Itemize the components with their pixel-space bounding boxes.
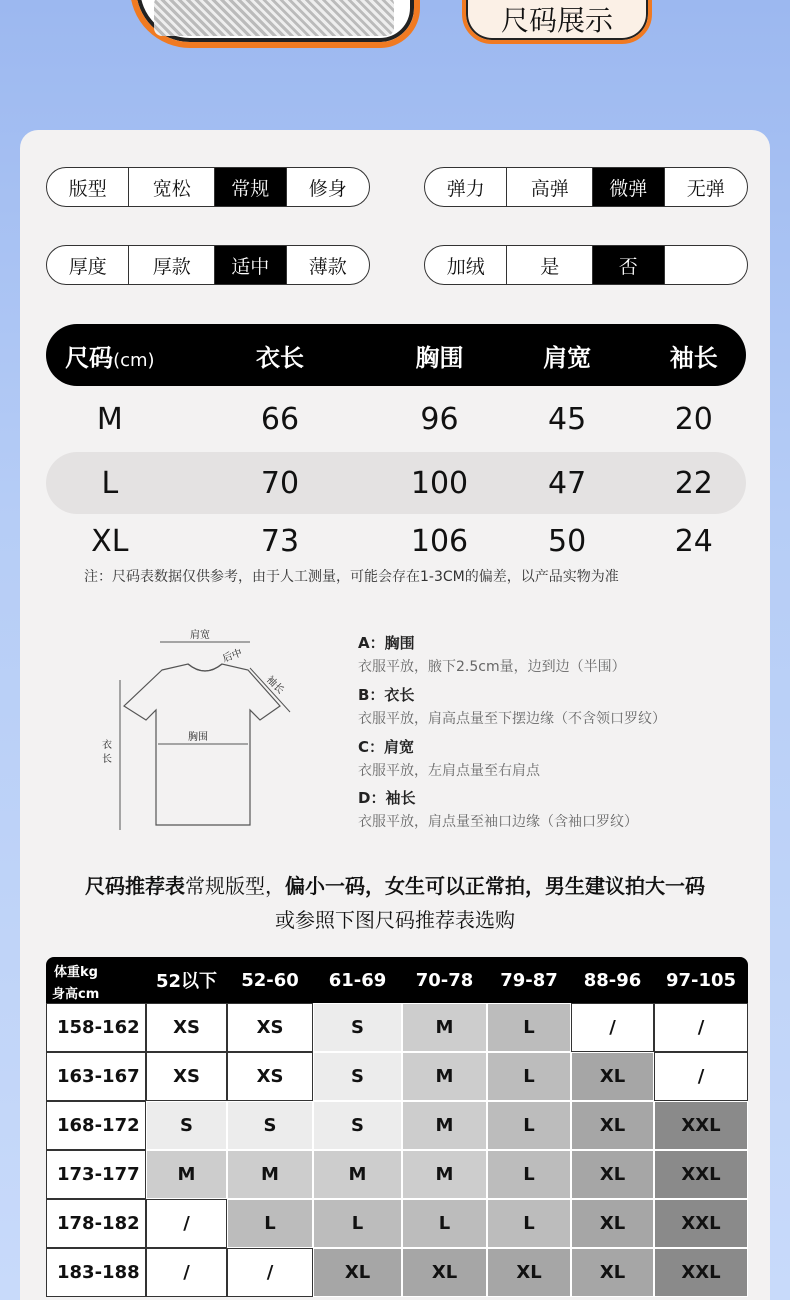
size-row — [46, 452, 746, 514]
chest-cell: 100 — [410, 465, 469, 501]
col-size — [46, 338, 174, 373]
col-size-label: 尺码 — [65, 343, 114, 372]
size-recommend-cell: XS — [227, 1052, 313, 1101]
col-shoulder: 肩宽 — [543, 343, 592, 372]
size-recommend-cell: XL — [571, 1248, 654, 1297]
measure-desc: 衣服平放，肩高点量至下摆边缘（不含领口罗纹） — [358, 711, 666, 727]
size-recommend-cell: XXL — [654, 1101, 748, 1150]
corner-height: 身高cm — [52, 987, 100, 1002]
measure-c — [358, 736, 540, 780]
attr-option[interactable]: 薄款 — [286, 246, 369, 284]
col-unit: (cm) — [113, 349, 155, 371]
size-recommend-cell: XXL — [654, 1150, 748, 1199]
size-recommend-cell: M — [402, 1003, 487, 1052]
sleeve-cell: 24 — [674, 523, 713, 559]
size-cell: XL — [91, 523, 129, 559]
size-row — [46, 510, 746, 572]
weight-header: 70-78 — [415, 969, 474, 991]
size-recommend-cell: M — [402, 1101, 487, 1150]
recommend-line2: 或参照下图尺码推荐表选购 — [275, 908, 515, 932]
recommend-text-a: 常规版型， — [185, 874, 285, 898]
attr-option[interactable]: 高弹 — [506, 168, 591, 206]
chest-cell: 96 — [420, 401, 459, 437]
size-recommend-cell: / — [654, 1052, 748, 1101]
attr-option-selected[interactable]: 适中 — [214, 246, 286, 284]
size-recommend-cell: M — [227, 1150, 313, 1199]
size-cell: L — [101, 465, 119, 501]
size-recommend-cell: XS — [227, 1003, 313, 1052]
measure-title: C：肩宽 — [358, 738, 415, 756]
measure-a — [358, 632, 626, 676]
size-recommend-cell: M — [402, 1150, 487, 1199]
size-recommend-cell: L — [487, 1199, 571, 1248]
length-cell: 70 — [260, 465, 300, 501]
weight-header: 52以下 — [155, 971, 218, 992]
size-recommend-cell: XXL — [654, 1199, 748, 1248]
size-recommend-cell: L — [313, 1199, 402, 1248]
measure-title: B：衣长 — [358, 686, 415, 704]
attr-option[interactable]: 是 — [506, 246, 591, 284]
size-recommend-cell: / — [146, 1199, 227, 1248]
shoulder-cell: 45 — [548, 401, 587, 437]
height-header: 178-182 — [46, 1199, 146, 1248]
attr-label: 加绒 — [446, 255, 485, 278]
attr-option[interactable]: 修身 — [286, 168, 369, 206]
recommend-table — [46, 957, 748, 1297]
attr-option-selected[interactable]: 微弹 — [592, 168, 664, 206]
length-cell: 73 — [260, 523, 300, 559]
measure-desc: 衣服平放，左肩点量至右肩点 — [358, 763, 540, 779]
height-header: 168-172 — [46, 1101, 146, 1150]
size-recommend-cell: S — [313, 1101, 402, 1150]
attr-option-selected[interactable]: 常规 — [214, 168, 286, 206]
chest-cell: 106 — [410, 523, 469, 559]
attr-fleece — [424, 245, 748, 285]
size-note: 注：尺码表数据仅供参考，由于人工测量，可能会存在1-3CM的偏差，以产品实物为准 — [84, 569, 619, 585]
size-recommend-cell: XL — [571, 1199, 654, 1248]
size-recommend-cell: XS — [146, 1052, 227, 1101]
size-recommend-cell: / — [227, 1248, 313, 1297]
size-recommend-cell: S — [146, 1101, 227, 1150]
label-back: 后中 — [221, 647, 244, 665]
measure-title: D：袖长 — [358, 789, 416, 807]
shoulder-cell: 47 — [548, 465, 587, 501]
weight-header: 97-105 — [665, 969, 737, 991]
size-recommend-cell: XL — [313, 1248, 402, 1297]
sleeve-cell: 20 — [674, 401, 713, 437]
attr-stretch — [424, 167, 748, 207]
label-shoulder: 肩宽 — [190, 630, 210, 641]
label-length-2: 长 — [102, 754, 112, 765]
attr-label: 厚度 — [68, 255, 107, 278]
col-chest: 胸围 — [415, 343, 464, 372]
weight-header: 61-69 — [328, 969, 387, 991]
measure-d — [358, 787, 638, 831]
size-recommend-cell: XL — [487, 1248, 571, 1297]
weight-header: 52-60 — [241, 969, 299, 991]
measure-b — [358, 684, 666, 728]
size-recommend-cell: M — [402, 1052, 487, 1101]
weight-header: 79-87 — [500, 969, 558, 991]
col-sleeve: 袖长 — [669, 343, 718, 372]
recommend-line1 — [0, 870, 790, 899]
height-header: 173-177 — [46, 1150, 146, 1199]
size-recommend-cell: M — [146, 1150, 227, 1199]
size-recommend-cell: L — [487, 1052, 571, 1101]
attr-label: 弹力 — [446, 177, 485, 200]
attr-thickness — [46, 245, 370, 285]
attr-option[interactable]: 厚款 — [128, 246, 213, 284]
size-recommend-cell: XL — [571, 1150, 654, 1199]
shoulder-cell: 50 — [548, 523, 587, 559]
attr-option[interactable]: 无弹 — [664, 168, 747, 206]
tshirt-diagram — [100, 620, 320, 840]
size-logo — [130, 0, 420, 48]
size-recommend-cell: / — [654, 1003, 748, 1052]
size-recommend-cell: XXL — [654, 1248, 748, 1297]
measure-desc: 衣服平放，肩点量至袖口边缘（含袖口罗纹） — [358, 814, 638, 830]
size-recommend-cell: XL — [571, 1101, 654, 1150]
size-recommend-cell: L — [402, 1199, 487, 1248]
size-recommend-cell: L — [487, 1101, 571, 1150]
height-header: 163-167 — [46, 1052, 146, 1101]
measure-desc: 衣服平放，腋下2.5cm量，边到边（半围） — [358, 659, 626, 675]
size-recommend-cell: S — [227, 1101, 313, 1150]
size-cell: M — [96, 401, 123, 437]
size-recommend-cell: S — [313, 1052, 402, 1101]
size-recommend-cell: L — [227, 1199, 313, 1248]
page-header — [0, 0, 790, 130]
attr-option-empty — [664, 246, 747, 284]
label-chest: 胸围 — [188, 732, 208, 743]
size-recommend-cell: L — [487, 1150, 571, 1199]
size-recommend-cell: / — [571, 1003, 654, 1052]
recommend-title: 尺码推荐表 — [85, 874, 185, 898]
sleeve-cell: 22 — [674, 465, 713, 501]
col-length: 衣长 — [255, 343, 304, 372]
height-header: 158-162 — [46, 1003, 146, 1052]
weight-header: 88-96 — [583, 969, 642, 991]
height-header: 183-188 — [46, 1248, 146, 1297]
size-recommend-cell: / — [146, 1248, 227, 1297]
recommend-text-b: 偏小一码，女生可以正常拍，男生建议拍大一码 — [285, 874, 705, 898]
attr-option[interactable]: 宽松 — [128, 168, 213, 206]
length-cell: 66 — [260, 401, 300, 437]
size-recommend-cell: XS — [146, 1003, 227, 1052]
label-length-1: 衣 — [102, 740, 112, 751]
corner-weight: 体重kg — [54, 965, 98, 980]
size-recommend-cell: XL — [571, 1052, 654, 1101]
header-badge: 尺码展示 — [462, 0, 652, 44]
size-row — [46, 388, 746, 450]
size-recommend-cell: L — [487, 1003, 571, 1052]
measure-title: A：胸围 — [358, 634, 415, 652]
attr-option-selected[interactable]: 否 — [592, 246, 664, 284]
size-recommend-cell: M — [313, 1150, 402, 1199]
size-recommend-cell: S — [313, 1003, 402, 1052]
size-table-header — [46, 324, 746, 386]
attr-fit — [46, 167, 370, 207]
size-recommend-cell: XL — [402, 1248, 487, 1297]
attr-label: 版型 — [68, 177, 107, 200]
logo-pattern — [154, 0, 394, 36]
label-sleeve: 袖长 — [263, 674, 286, 697]
